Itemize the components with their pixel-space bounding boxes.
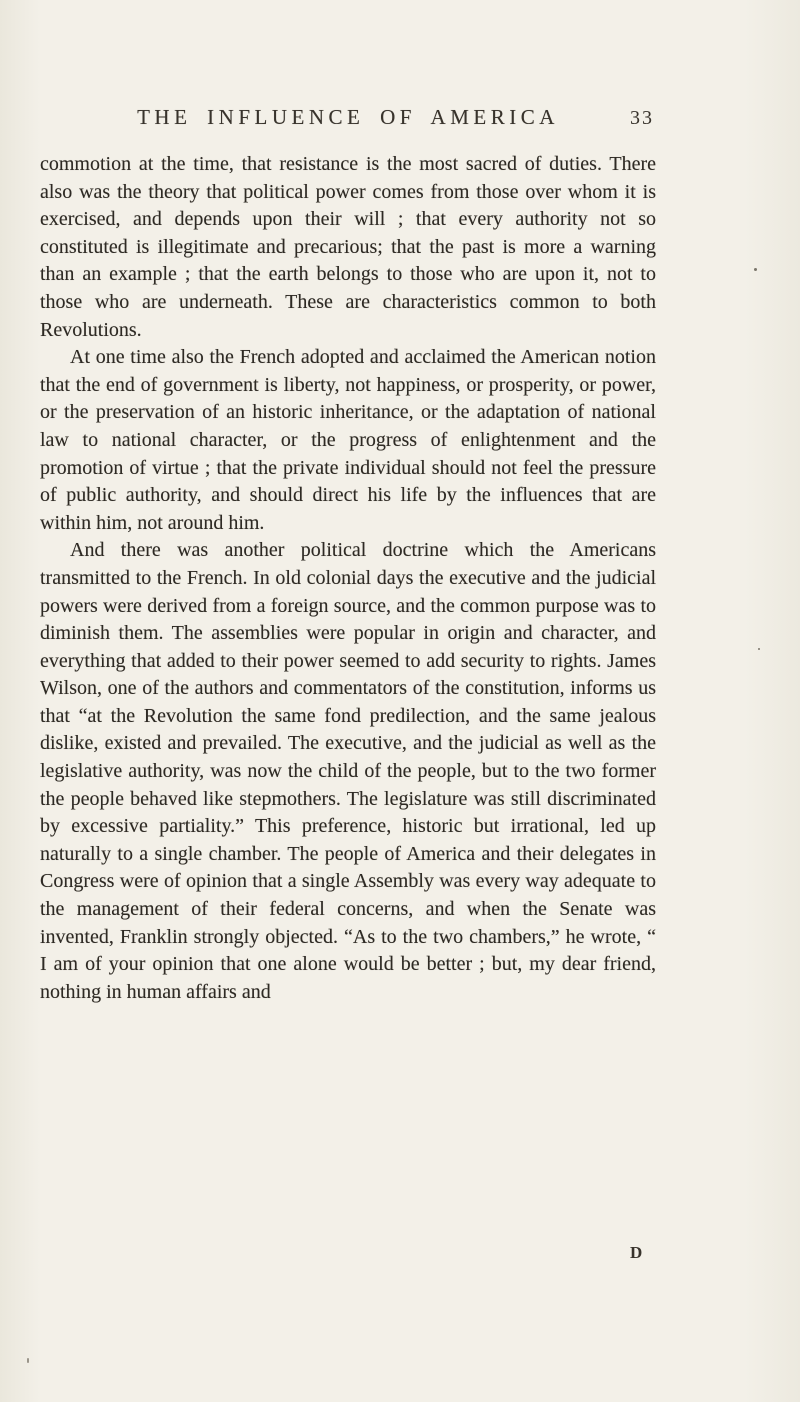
running-title: THE INFLUENCE OF AMERICA	[137, 105, 559, 129]
page-body	[40, 151, 656, 1006]
paragraph: At one time also the French adopted and acclaimed the American notion that the end of government is liberty, not happiness, or prosperity, or power, or the preservation of an historic inheritance, or the adaptation of national law to national character, or the progress of enlightenment and the promotion of virtue ; that the private individual should not feel the pressure of public authority, and should direct his life by the influences that are within him, not around him.	[40, 346, 656, 534]
paper-speck	[754, 268, 757, 271]
signature-mark: D	[630, 1243, 644, 1262]
paragraph: And there was another political doctrine which the Americans transmitted to the French. In old colonial days the executive and the judicial powers were derived from a foreign source, and the common purpose was to diminish them. The assemblies were popular in origin and character, and everything that added to their power seemed to add security to rights. James Wilson, one of the authors and commentators of the constitution, informs us that “at the Revolution the same fond predilection, and the same jealous dislike, existed and prevailed. The executive, and the judicial as well as the legislative authority, was now the child of the people, but to the two former the people behaved like stepmothers. The legislature was still discriminated by excessive partiality.” This preference, historic but irrational, led up naturally to a single chamber. The people of America and their delegates in Congress were of opinion that a single Assembly was every way adequate to the management of their federal concerns, and when the Senate was invented, Franklin strongly objected. “As to the two chambers,” he wrote, “ I am of your opinion that one alone would be better ; but, my dear friend, nothing in human affairs and	[40, 539, 656, 1003]
page-header	[40, 105, 656, 135]
paper-speck	[27, 1358, 29, 1363]
paragraph: commotion at the time, that resistance is the most sacred of duties. There also was the theory that political power comes from those over whom it is exercised, and depends upon their will ; that every authority not so constituted is illegitimate and precarious; that the past is more a warning than an example ; that the earth belongs to those who are upon it, not to those who are underneath. These are characteristics common to both Revolutions.	[40, 153, 656, 341]
page-number: 33	[630, 107, 654, 129]
paper-speck	[758, 648, 760, 650]
